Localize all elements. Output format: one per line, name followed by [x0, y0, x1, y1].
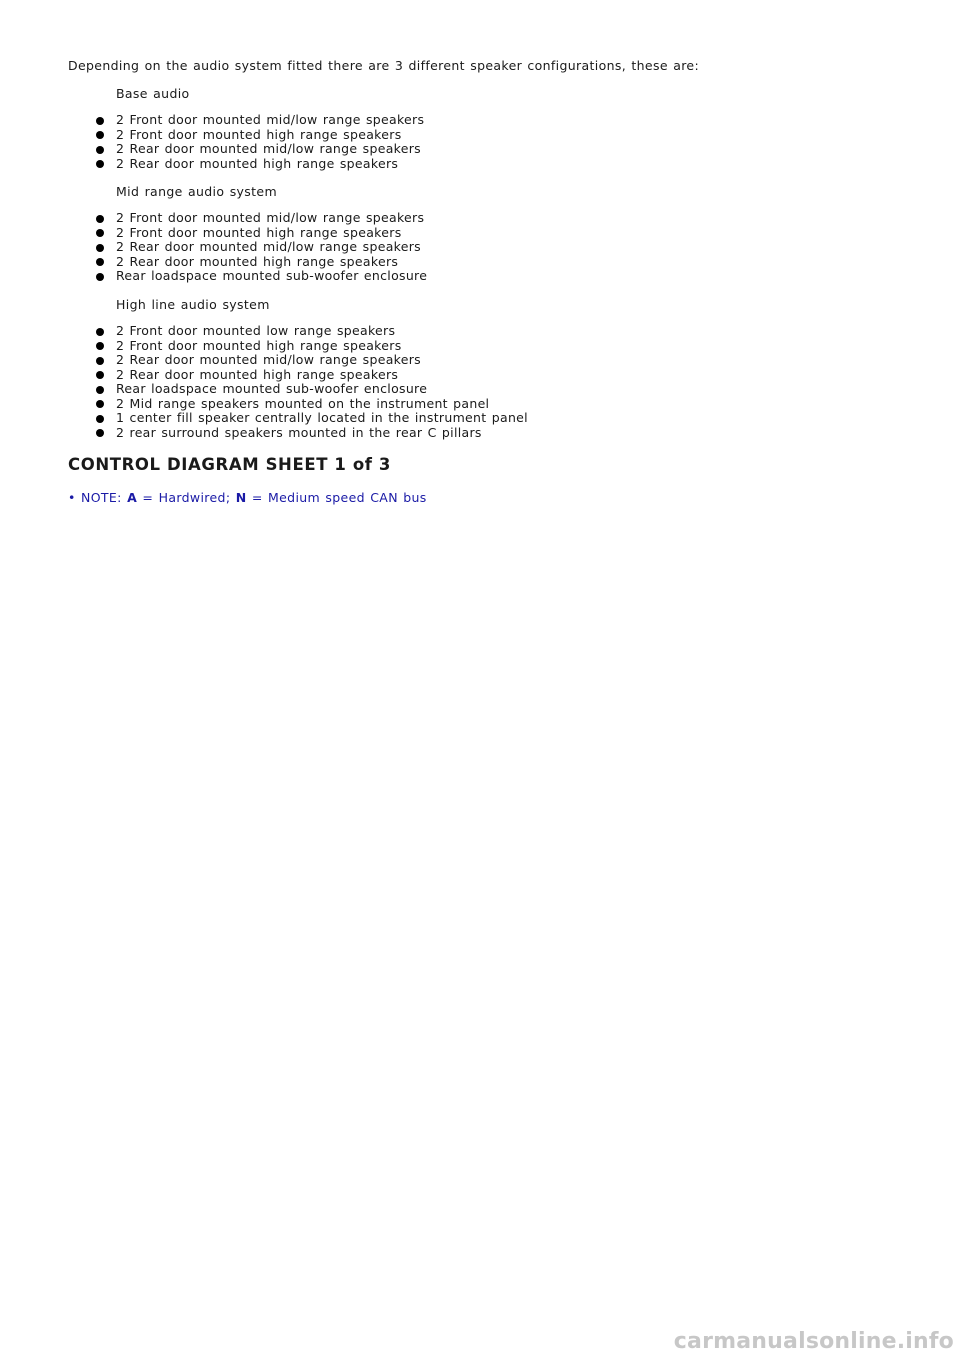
list-item: 1 center fill speaker centrally located in the instrument panel — [96, 411, 528, 426]
bullet-icon — [96, 131, 104, 139]
bullet-icon — [96, 215, 104, 223]
bullet-icon — [96, 386, 104, 394]
bullet-icon — [96, 117, 104, 125]
bullet-icon — [96, 258, 104, 266]
list-item: 2 Rear door mounted high range speakers — [96, 157, 424, 172]
bullet-icon — [96, 160, 104, 168]
list-item: 2 Mid range speakers mounted on the instrument panel — [96, 397, 528, 412]
bullet-icon — [96, 146, 104, 154]
list-item: 2 Rear door mounted mid/low range speakers — [96, 142, 424, 157]
bullet-icon — [96, 342, 104, 350]
list-item: 2 Front door mounted low range speakers — [96, 324, 528, 339]
config-list-high — [96, 324, 528, 440]
list-item: 2 Rear door mounted mid/low range speakers — [96, 240, 427, 255]
bullet-icon — [96, 371, 104, 379]
diagram-title: CONTROL DIAGRAM SHEET 1 of 3 — [68, 455, 391, 474]
note-key-a: A — [127, 490, 138, 505]
config-list-mid — [96, 211, 427, 284]
list-item: 2 Rear door mounted high range speakers — [96, 368, 528, 383]
config-heading-mid: Mid range audio system — [116, 184, 277, 199]
note-text-a: = Hardwired; — [137, 490, 236, 505]
config-heading-high: High line audio system — [116, 297, 270, 312]
config-list-base — [96, 113, 424, 171]
bullet-icon — [96, 400, 104, 408]
note-text-n: = Medium speed CAN bus — [246, 490, 427, 505]
list-item: 2 Front door mounted high range speakers — [96, 226, 427, 241]
list-item: 2 Front door mounted high range speakers — [96, 128, 424, 143]
list-item: 2 Front door mounted high range speakers — [96, 339, 528, 354]
list-item: 2 Rear door mounted high range speakers — [96, 255, 427, 270]
bullet-icon — [96, 357, 104, 365]
intro-text: Depending on the audio system fitted there are 3 different speaker configurations, these are: — [68, 58, 700, 73]
list-item: 2 Front door mounted mid/low range speakers — [96, 113, 424, 128]
note-text — [68, 490, 427, 505]
list-item: 2 Rear door mounted mid/low range speakers — [96, 353, 528, 368]
bullet-icon — [96, 273, 104, 281]
list-item: 2 rear surround speakers mounted in the rear C pillars — [96, 426, 528, 441]
bullet-icon — [96, 415, 104, 423]
list-item: 2 Front door mounted mid/low range speakers — [96, 211, 427, 226]
bullet-icon — [96, 429, 104, 437]
note-prefix: • NOTE: — [68, 490, 128, 505]
bullet-icon — [96, 229, 104, 237]
list-item: Rear loadspace mounted sub-woofer enclosure — [96, 269, 427, 284]
note-key-n: N — [235, 490, 247, 505]
watermark: carmanualsonline.info — [673, 1329, 954, 1354]
bullet-icon — [96, 328, 104, 336]
bullet-icon — [96, 244, 104, 252]
config-heading-base: Base audio — [116, 86, 190, 101]
list-item: Rear loadspace mounted sub-woofer enclosure — [96, 382, 528, 397]
